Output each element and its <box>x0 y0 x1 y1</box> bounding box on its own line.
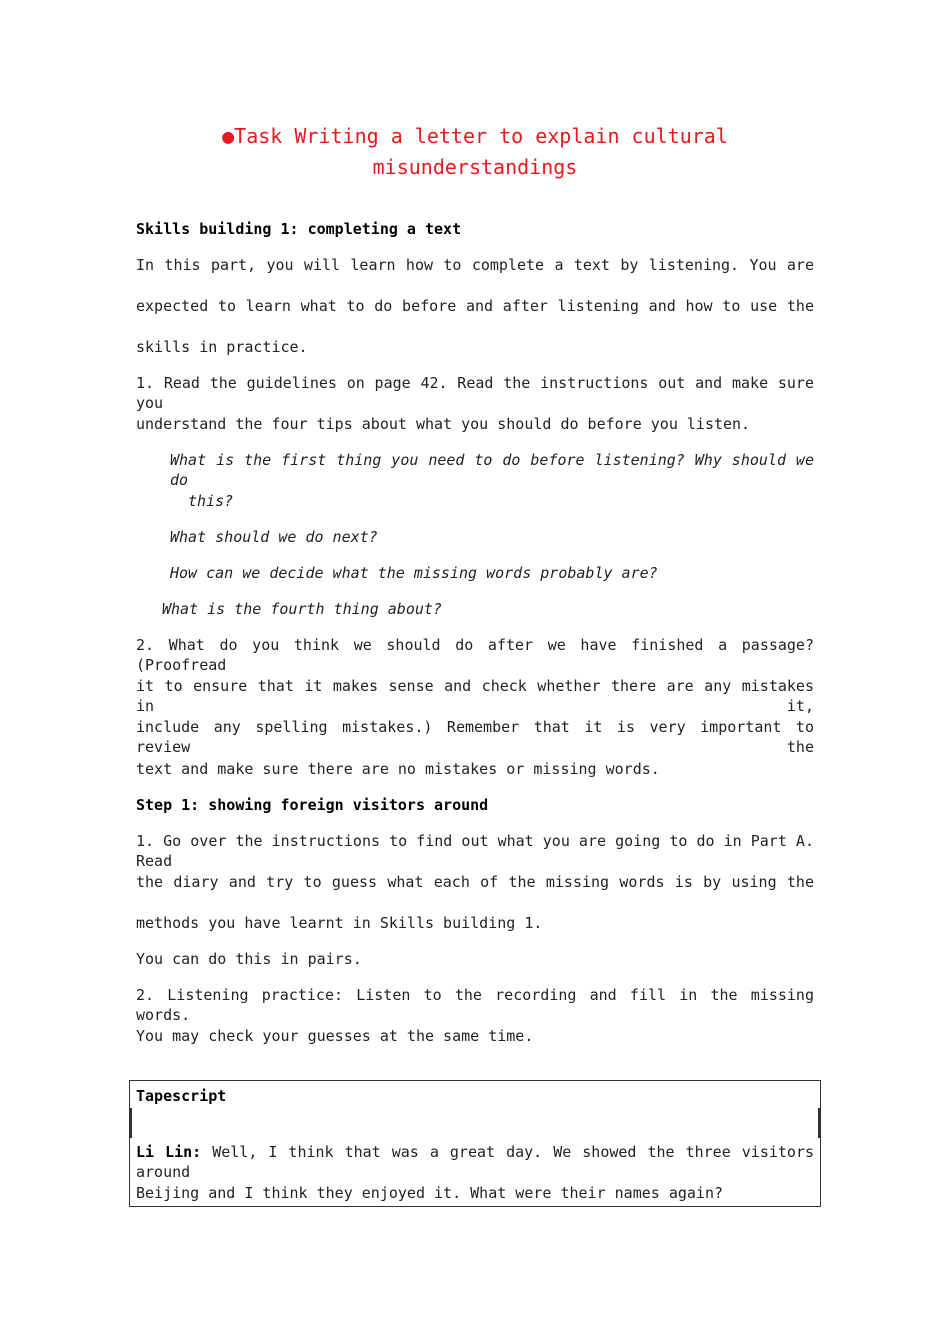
question-1-line-2: this? <box>188 492 234 510</box>
question-1-line-1: What is the first thing you need to do before listening? Why should we do <box>170 451 814 489</box>
title-text: Task Writing a letter to explain cultural <box>234 124 728 148</box>
step1-item1-line-1: 1. Go over the instructions to find out what you are going to do in Part A. Read <box>136 832 814 870</box>
skills-item2-line-2: it to ensure that it makes sense and check whether there are any mistakes in it, <box>136 677 814 715</box>
step1-heading: Step 1: showing foreign visitors around <box>136 796 489 814</box>
step1-item2-line-2: You may check your guesses at the same time. <box>136 1027 534 1045</box>
skills-heading: Skills building 1: completing a text <box>136 220 462 238</box>
question-2: What should we do next? <box>170 528 378 546</box>
tapescript-line-2: Beijing and I think they enjoyed it. What were their names again? <box>136 1184 723 1202</box>
skills-item1-line-1: 1. Read the guidelines on page 42. Read the instructions out and make sure you <box>136 374 814 412</box>
intro-line-2: expected to learn what to do before and after listening and how to use the <box>136 297 814 315</box>
step1-item1-line-2: the diary and try to guess what each of the missing words is by using the <box>136 873 814 891</box>
tapescript-line-1 <box>136 1142 814 1182</box>
bullet-icon: ● <box>222 124 235 148</box>
box-divider-right <box>818 1108 820 1138</box>
question-4: What is the fourth thing about? <box>162 600 442 618</box>
intro-line-3: skills in practice. <box>136 338 308 356</box>
skills-item1-line-2: understand the four tips about what you should do before you listen. <box>136 415 751 433</box>
question-3: How can we decide what the missing words probably are? <box>170 564 658 582</box>
skills-item2-line-4: text and make sure there are no mistakes or missing words. <box>136 760 660 778</box>
tapescript-heading: Tapescript <box>136 1087 227 1105</box>
box-divider-left <box>130 1108 132 1138</box>
speaker-name: Li Lin: <box>136 1143 202 1161</box>
intro-line-1: In this part, you will learn how to complete a text by listening. You are <box>136 256 814 274</box>
document-title-line-2: misunderstandings <box>372 155 578 179</box>
tapescript-text-1: Well, I think that was a great day. We showed the three visitors around <box>136 1143 814 1181</box>
step1-item2-line-1: 2. Listening practice: Listen to the recording and fill in the missing words. <box>136 986 814 1024</box>
document-title-line-1 <box>136 124 814 148</box>
skills-item2-line-3: include any spelling mistakes.) Remember that it is very important to review the <box>136 718 814 756</box>
step1-item1-line-4: You can do this in pairs. <box>136 950 362 968</box>
step1-item1-line-3: methods you have learnt in Skills building 1. <box>136 914 543 932</box>
skills-item2-line-1: 2. What do you think we should do after we have finished a passage? (Proofread <box>136 636 814 674</box>
